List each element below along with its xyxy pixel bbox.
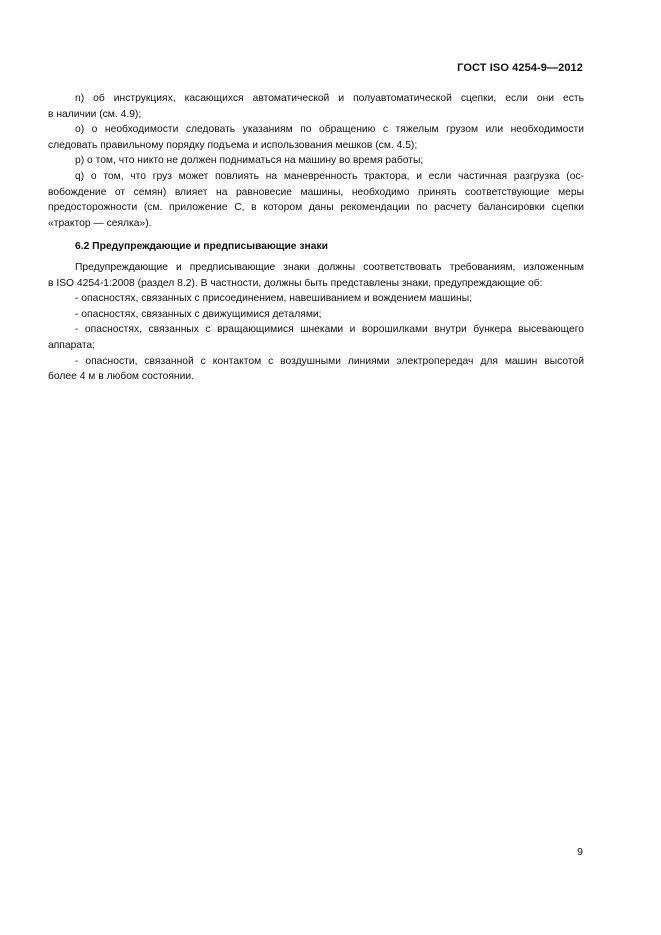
list-item-p: [75, 153, 584, 169]
document-header: ГОСТ ISO 4254-9—2012: [457, 62, 583, 74]
list-item-line: o) о необходимости следовать указаниям по обращению с тяжелым грузом или необходимости: [75, 124, 584, 136]
document-body: [48, 91, 584, 385]
section-title: 6.2 Предупреждающие и предписывающие знаки: [75, 241, 328, 253]
bullet-line: - опасностях, связанных с вращающимися шнеками и ворошилками внутри бункера высевающего: [75, 324, 584, 336]
bullet-item: [75, 291, 584, 307]
list-item-q: [48, 169, 584, 231]
bullet-line: аппарата;: [48, 339, 96, 351]
section-intro-line: Предупреждающие и предписывающие знаки должны соответствовать требованиям, изложенным: [75, 261, 584, 273]
list-item-line: n) об инструкциях, касающихся автоматической и полуавтоматической сцепки, если они есть: [75, 93, 584, 104]
bullet-line: - опасностях, связанных с присоединением, навешиванием и вождением машины;: [75, 293, 472, 305]
list-item-line: в наличии (см. 4.9);: [48, 108, 142, 120]
list-item-line: p) о том, что никто не должен подниматься на машину во время работы;: [75, 155, 424, 167]
list-item-line: «трактор — сеялка»).: [48, 217, 152, 229]
list-item-line: q) о том, что груз может повлиять на маневренность трактора, и если частичная разгрузка (ос-: [75, 170, 584, 182]
list-item-n: [48, 91, 584, 122]
section-intro-line: в ISO 4254-1:2008 (раздел 8.2). В частности, должны быть представлены знаки, предупреждающие об:: [48, 277, 543, 289]
list-item-line: предосторожности (см. приложение С, в котором даны рекомендации по расчету балансировки сцепки: [48, 202, 584, 214]
list-item-line: следовать правильному порядку подъема и использования мешков (см. 4.5);: [48, 139, 418, 151]
bullet-line: - опасностях, связанных с движущимися деталями;: [75, 308, 322, 320]
list-item-line: вобождение от семян) влияет на равновесие машины, необходимо принять соответствующие меры: [48, 186, 584, 198]
list-item-o: [48, 122, 584, 153]
section-intro: [48, 260, 584, 291]
bullet-item: [48, 354, 584, 385]
bullet-item: [75, 307, 584, 323]
bullet-item: [48, 322, 584, 353]
bullet-line: более 4 м в любом состоянии.: [48, 371, 194, 383]
page-number: 9: [577, 846, 583, 858]
bullet-line: - опасности, связанной с контактом с воздушными линиями электропередач для машин высотой: [75, 355, 584, 367]
